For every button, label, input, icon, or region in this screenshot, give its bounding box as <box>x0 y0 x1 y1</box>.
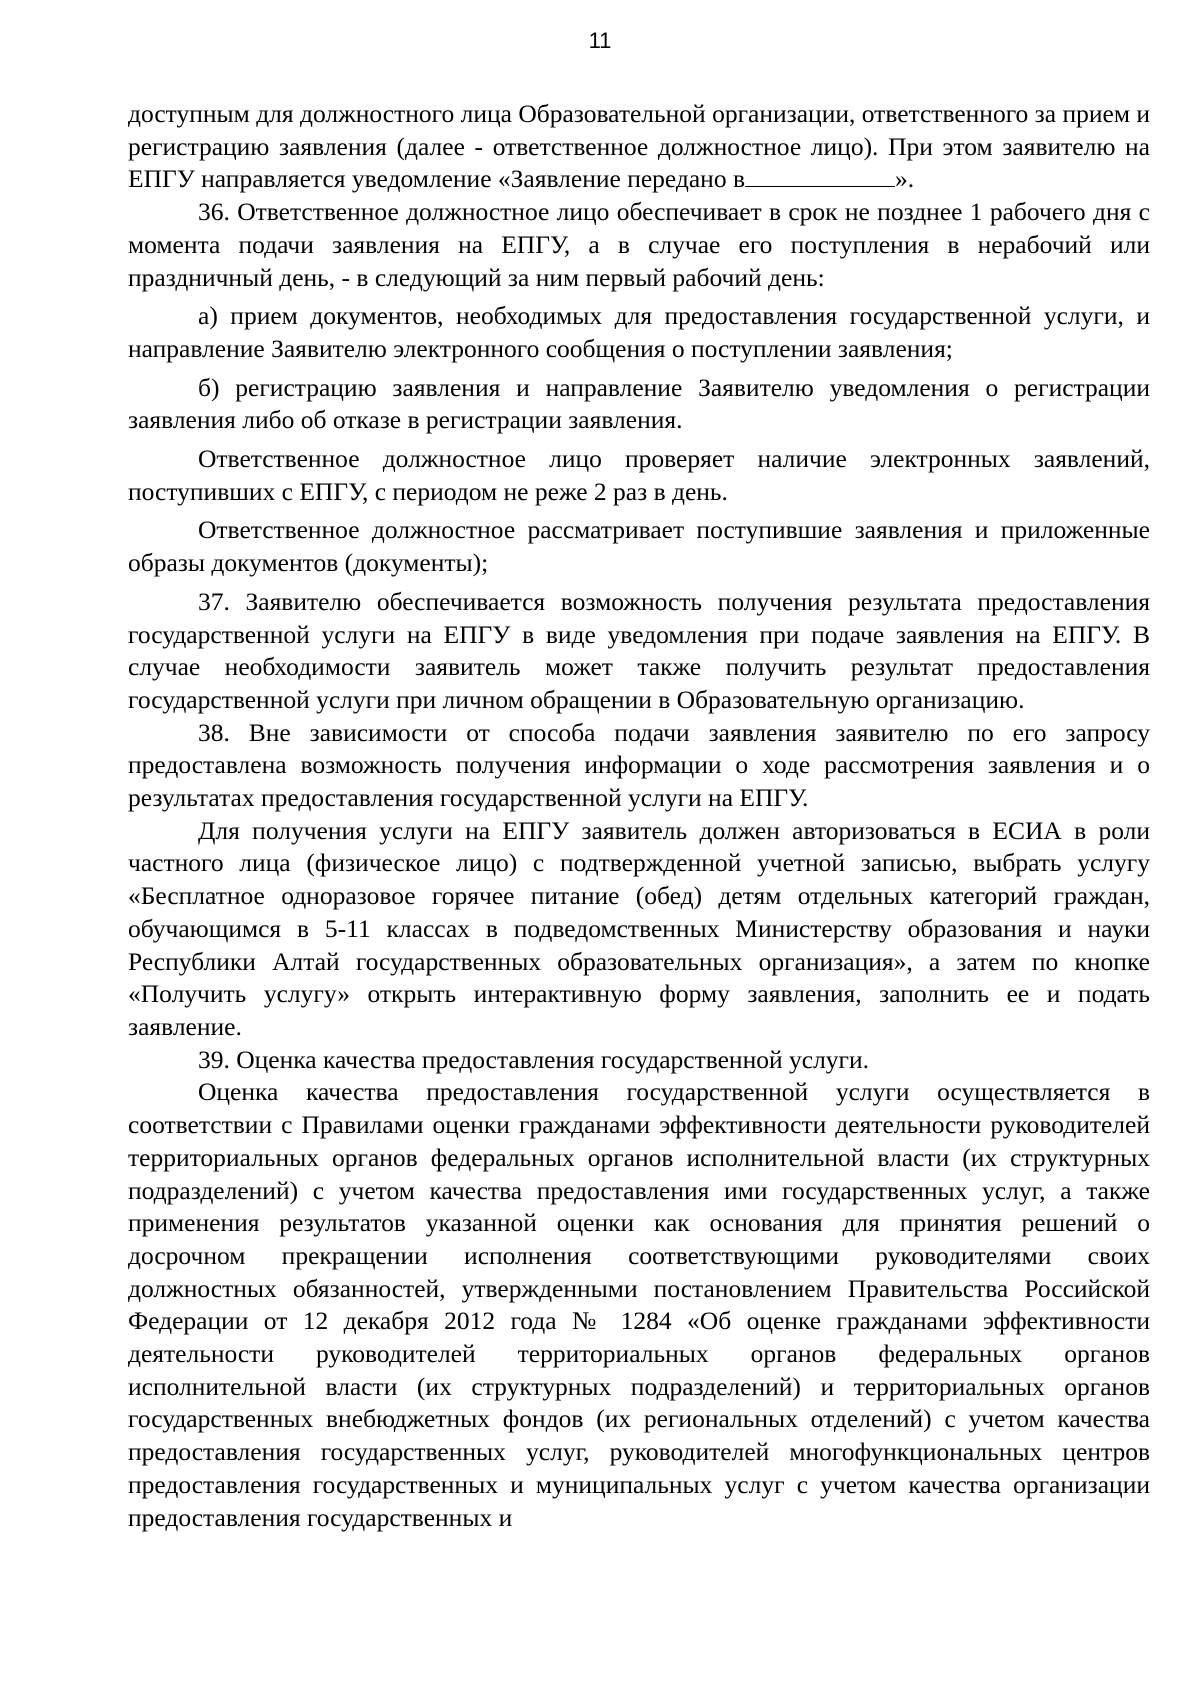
fill-in-blank <box>745 166 895 187</box>
paragraph-continuation <box>128 98 1150 196</box>
page-number: 11 <box>588 28 612 53</box>
paragraph-review-applications: Ответственное должностное рассматривает поступившие заявления и приложенные образы документов (документы); <box>128 515 1150 578</box>
paragraph-37: 37. Заявителю обеспечивается возможность получения результата предоставления государственной услуги на ЕПГУ в виде уведомления при подаче заявления на ЕПГУ. В случае необходимости заявитель может также получить результат предоставления государственной услуги при личном обращении в Образовательную организацию. <box>128 586 1150 714</box>
paragraph-item-b: б) регистрацию заявления и направление Заявителю уведомления о регистрации заявления либо об отказе в регистрации заявления. <box>128 372 1150 435</box>
paragraph-39: 39. Оценка качества предоставления государственной услуги. <box>198 1044 870 1074</box>
paragraph-36: 36. Ответственное должностное лицо обеспечивает в срок не позднее 1 рабочего дня с момента подачи заявления на ЕПГУ, а в случае его поступления в нерабочий или праздничный день, - в следующий за ним первый рабочий день: <box>128 197 1150 292</box>
paragraph-epgu-instructions: Для получения услуги на ЕПГУ заявитель должен авторизоваться в ЕСИА в роли частного лица (физическое лицо) с подтвержденной учетной записью, выбрать услугу «Бесплатное одноразовое горячее питание (обед) детям отдельных категорий граждан, обучающимся в 5-11 классах в подведомственных Министерству образования и науки Республики Алтай государственных образовательных организация», а затем по кнопке «Получить услугу» открыть интерактивную форму заявления, заполнить ее и подать заявление. <box>128 815 1150 1041</box>
paragraph-text: доступным для должностного лица Образовательной организации, ответственного за прием и регистрацию заявления (далее - ответственное должностное лицо). При этом заявителю на ЕПГУ направляется уведомление «Заявление передано в <box>128 99 1150 194</box>
document-body <box>128 98 1150 1534</box>
paragraph-38: 38. Вне зависимости от способа подачи заявления заявителю по его запросу предоставлена возможность получения информации о ходе рассмотрения заявления и о результатах предоставления государственной услуги на ЕПГУ. <box>128 717 1150 813</box>
paragraph-quality-assessment: Оценка качества предоставления государственной услуги осуществляется в соответствии с Правилами оценки гражданами эффективности деятельности руководителей территориальных органов федеральных органов исполнительной власти (их структурных подразделений) с учетом качества предоставления ими государственных услуг, а также применения результатов указанной оценки как основания для принятия решений о досрочном прекращении исполнения соответствующими руководителями своих должностных обязанностей, утвержденными постановлением Правительства Российской Федерации от 12 декабря 2012 года № 1284 «Об оценке гражданами эффективности деятельности руководителей территориальных органов федеральных органов исполнительной власти (их структурных подразделений) и территориальных органов государственных внебюджетных фондов (их региональных отделений) с учетом качества предоставления государственных услуг, руководителей многофункциональных центров предоставления государственных и муниципальных услуг с учетом качества организации предоставления государственных и <box>128 1077 1150 1532</box>
paragraph-text-end: ». <box>895 164 915 194</box>
paragraph-check-applications: Ответственное должностное лицо проверяет наличие электронных заявлений, поступивших с ЕПГУ, с периодом не реже 2 раз в день. <box>128 444 1150 506</box>
paragraph-item-a: а) прием документов, необходимых для предоставления государственной услуги, и направление Заявителю электронного сообщения о поступлении заявления; <box>128 301 1150 363</box>
